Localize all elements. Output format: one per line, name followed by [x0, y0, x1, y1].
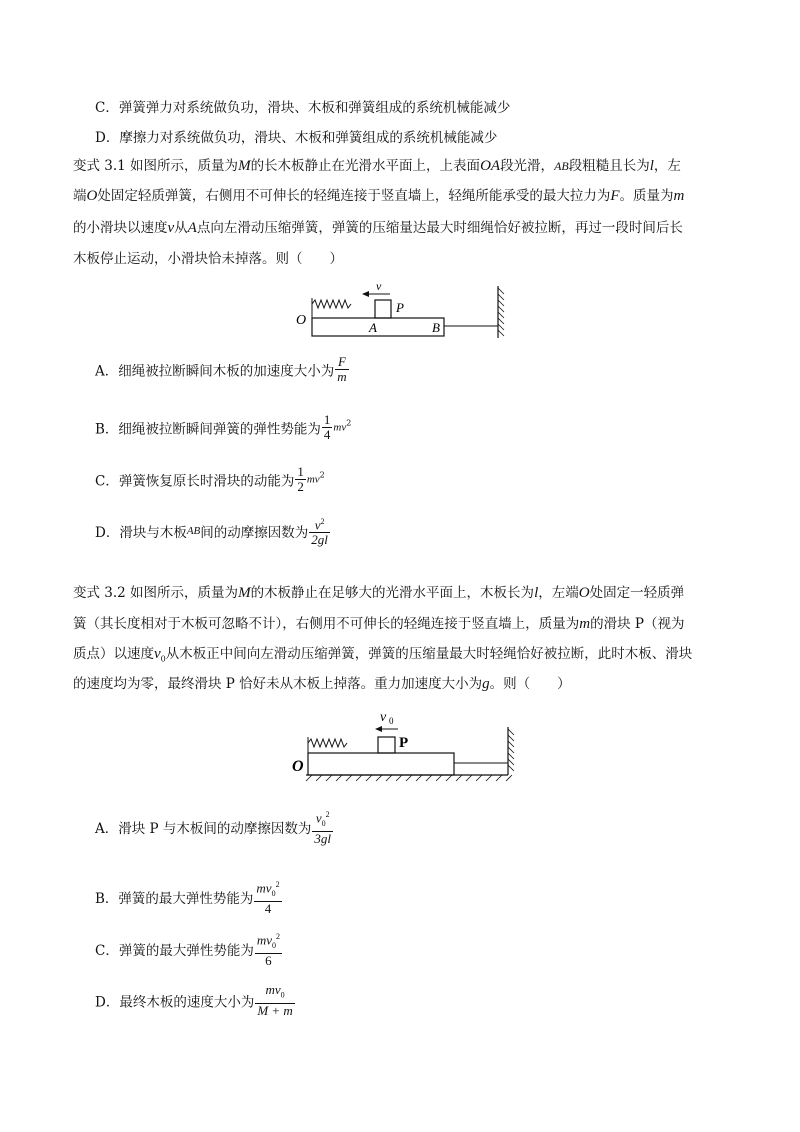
q31-stem-line1: 变式 3.1 如图所示，质量为M的长木板静止在光滑水平面上，上表面OA段光滑，AB段粗糙且长为l，左 — [73, 158, 681, 174]
prev-option-d: D．摩擦力对系统做负功，滑块、木板和弹簧组成的系统机械能减少 — [95, 130, 498, 146]
q32-option-d: D．最终木板的速度大小为 $\frac{mv_0}{M + m}$ — [95, 982, 293, 1018]
q32-fig-vsub: 0 — [389, 716, 394, 726]
q31-stem-line4: 木板停止运动，小滑块恰未掉落。则（ ） — [73, 251, 343, 267]
q31-option-a: A．细绳被拉断瞬间木板的加速度大小为 $\frac{F}{m}$ — [95, 354, 347, 384]
q31-stem-line3: 的小滑块以速度v从A点向左滑动压缩弹簧，弹簧的压缩量达最大时细绳恰好被拉断，再过一段时间后长 — [73, 220, 683, 236]
q31-fig-b: B — [432, 320, 440, 335]
q32-option-b: B．弹簧的最大弹性势能为 $\frac{mv_0^2}{4}$ — [95, 880, 280, 916]
q32-stem-line2: 簧（其长度相对于木板可忽略不计），右侧用不可伸长的轻绳连接于竖直墙上，质量为m的滑块 P（视为 — [73, 616, 685, 632]
q32-option-c: C．弹簧的最大弹性势能为 $\frac{mv_0^2}{6}$ — [95, 932, 281, 968]
q31-fig-p: P — [396, 300, 404, 315]
q31-option-b: B．细绳被拉断瞬间弹簧的弹性势能为 $\frac{1}{4}$ $mv^2$ — [95, 412, 352, 442]
q31-fig-a: A — [369, 320, 377, 335]
q31-figure — [290, 278, 520, 340]
q31-fig-v: v — [376, 279, 382, 293]
q32-option-a: A．滑块 P 与木板间的动摩擦因数为 $\frac{v_0^2}{3gl}$ — [95, 810, 332, 846]
q32-stem-line1: 变式 3.2 如图所示，质量为M的木板静止在足够大的光滑水平面上，木板长为l，左端O处固定一轻质弹 — [73, 585, 685, 601]
q31-option-c: C．弹簧恢复原长时滑块的动能为 $\frac{1}{2}$ $mv^2$ — [95, 464, 325, 494]
q32-stem-line4: 的速度均为零，最终滑块 P 恰好未从木板上掉落。重力加速度大小为g。则（ ） — [73, 676, 571, 692]
q32-figure — [286, 705, 522, 783]
q31-stem-line2: 端O处固定轻质弹簧，右侧用不可伸长的轻绳连接于竖直墙上，轻绳所能承受的最大拉力为F。质量为m — [73, 188, 685, 204]
q31-fig-o: O — [296, 313, 307, 328]
q32-fig-v: v — [380, 710, 387, 725]
q32-fig-p: P — [399, 735, 409, 751]
q32-fig-o: O — [292, 758, 304, 775]
prev-option-c: C．弹簧弹力对系统做负功，滑块、木板和弹簧组成的系统机械能减少 — [95, 100, 511, 116]
q32-stem-line3: 质点）以速度$v_0$从木板正中间向左滑动压缩弹簧，弹簧的压缩量最大时轻绳恰好被拉断，此时木板、滑块 — [73, 646, 693, 664]
q31-option-d: D．滑块与木板AB间的动摩擦因数为 $\frac{v^2}{2gl}$ — [95, 517, 328, 548]
